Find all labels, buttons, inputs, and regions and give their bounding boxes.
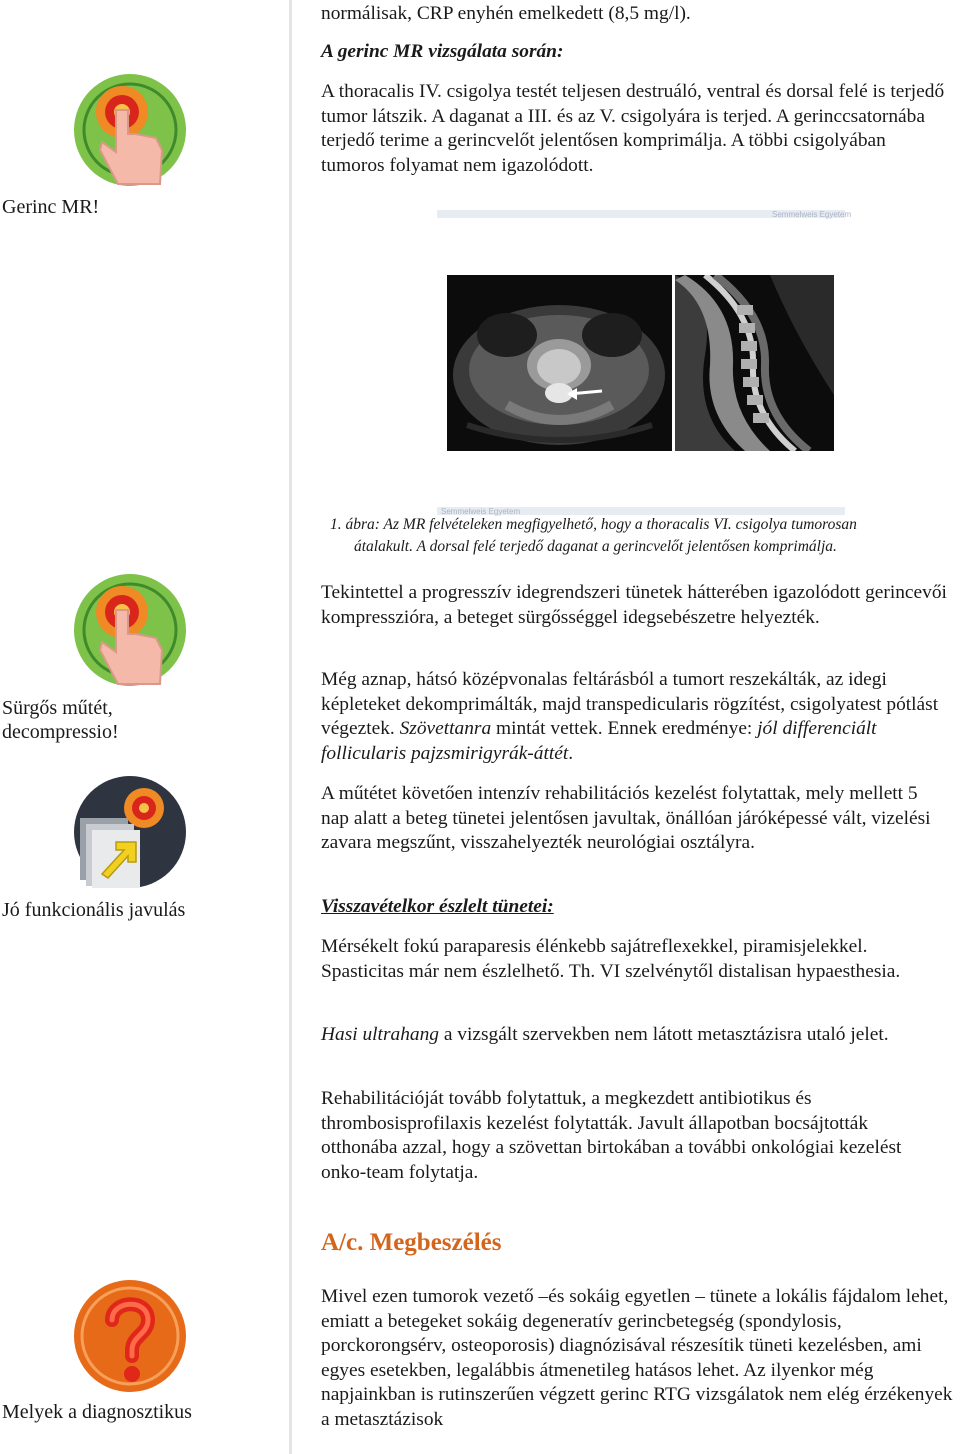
surgery-paragraph	[321, 668, 946, 766]
question-mark-icon	[72, 1278, 188, 1394]
rehab-paragraph: A műtétet követően intenzív rehabilitációs kezelést folytattak, mely mellett 5 nap alatt a beteg tünetei jelentősen javultak, önállóan járóképessé vált, vizelési zavara megszűnt, visszahelyezték neurológiai osztályra.	[321, 783, 931, 853]
caption-line2: átalakult. A dorsal felé terjedő daganat a gerincvelőt jelentősen komprimálja.	[354, 538, 837, 555]
discussion-paragraph: Mivel ezen tumorok vezető –és sokáig egyetlen – tünete a lokális fájdalom lehet, emiatt a betegeket sokáig degeneratív gerincbetegség (spondylosis, porckorongsérv, osteoporosis) diagnózisával részesítik tüneti kezelésben, ami egyes esetekben, legalábbis átmenetileg hatásos lehet. Az ilyenkor még napjainkban is rutinszerűen végzett gerinc RTG vizsgálatok nem elég érzékenyek a metasztázisok	[321, 1286, 953, 1430]
column-divider	[289, 0, 292, 1454]
readmission-paragraph: Mérsékelt fokú paraparesis élénkebb sajátreflexekkel, piramisjelekkel. Spasticitas már nem észlelhető. Th. VI szelvénytől distalisan hypaesthesia.	[321, 936, 901, 982]
caption-line1: 1. ábra: Az MR felvételeken megfigyelhető, hogy a thoracalis VI. csigolya tumorosan	[330, 516, 857, 533]
mr-findings-paragraph: A thoracalis IV. csigolya testét teljesen destruáló, ventral és dorsal felé is terjedő tumor látszik. A daganat a III. és az V. csigolyára is terjed. A gerinccsatornába terjedő terime a gerincvelőt jelentősen komprimálja. A többi csigolyában tumoros folyamat nem igazolódott.	[321, 81, 945, 176]
sidebar-label-mr: Gerinc MR!	[2, 196, 100, 218]
exit-arrow-icon	[72, 774, 188, 890]
continued-care-paragraph: Rehabilitációját tovább folytattuk, a megkezdett antibiotikus és thrombosisprofilaxis kezelést folytatták. Javult állapotban bocsájtották otthonába azzal, hogy a szövettan birtokában a további onkológiai kezelést onko-team folytatja.	[321, 1088, 902, 1183]
surgery-text-e: .	[568, 742, 574, 764]
mr-sagittal-image	[675, 275, 834, 451]
sidebar-label-diagnostic: Melyek a diagnosztikus	[2, 1401, 192, 1423]
sidebar-label-improvement: Jó funkcionális javulás	[2, 899, 186, 921]
surgery-text-a: Még aznap, hátsó középvonalas feltárásból a tumort reszekálták, az idegi képleteket dekomprimálták, majd transpedicularis rögzítést, csigolyatest pótlást végeztek.	[321, 669, 939, 739]
ultrasound-text: a vizsgált szervekben nem látott metasztázisra utaló jelet.	[438, 1024, 889, 1045]
touch-target-icon	[72, 572, 188, 688]
surgery-text-histology: Szövettanra	[399, 718, 492, 739]
touch-target-icon	[72, 72, 188, 188]
watermark-text-bottom: Semmelweis Egyetem	[441, 507, 521, 516]
watermark-text-top: Semmelweis Egyetem	[772, 210, 852, 219]
sidebar-label-surgery-line1: Sürgős műtét,	[2, 697, 113, 719]
figure-caption	[330, 514, 960, 558]
mr-axial-image	[447, 275, 672, 451]
mr-heading: A gerinc MR vizsgálata során:	[321, 41, 564, 62]
ultrasound-label: Hasi ultrahang	[321, 1024, 439, 1045]
lab-results-text: normálisak, CRP enyhén emelkedett (8,5 mg/l).	[321, 3, 691, 24]
readmission-heading: Visszavételkor észlelt tünetei:	[321, 896, 554, 917]
section-title-discussion: A/c. Megbeszélés	[321, 1229, 502, 1256]
surgery-text-diagnosis: jól differenciált follicularis pajzsmirigyrák-áttét	[321, 718, 877, 764]
surgery-text-c: mintát vettek. Ennek eredménye:	[491, 718, 758, 739]
referral-paragraph: Tekintettel a progresszív idegrendszeri tünetek hátterében igazolódott gerincevői kompresszióra, a beteget sürgősséggel idegsebészetre helyezték.	[321, 582, 947, 628]
ultrasound-paragraph	[321, 1023, 946, 1048]
sidebar-label-surgery-line2: decompressio!	[2, 721, 119, 743]
